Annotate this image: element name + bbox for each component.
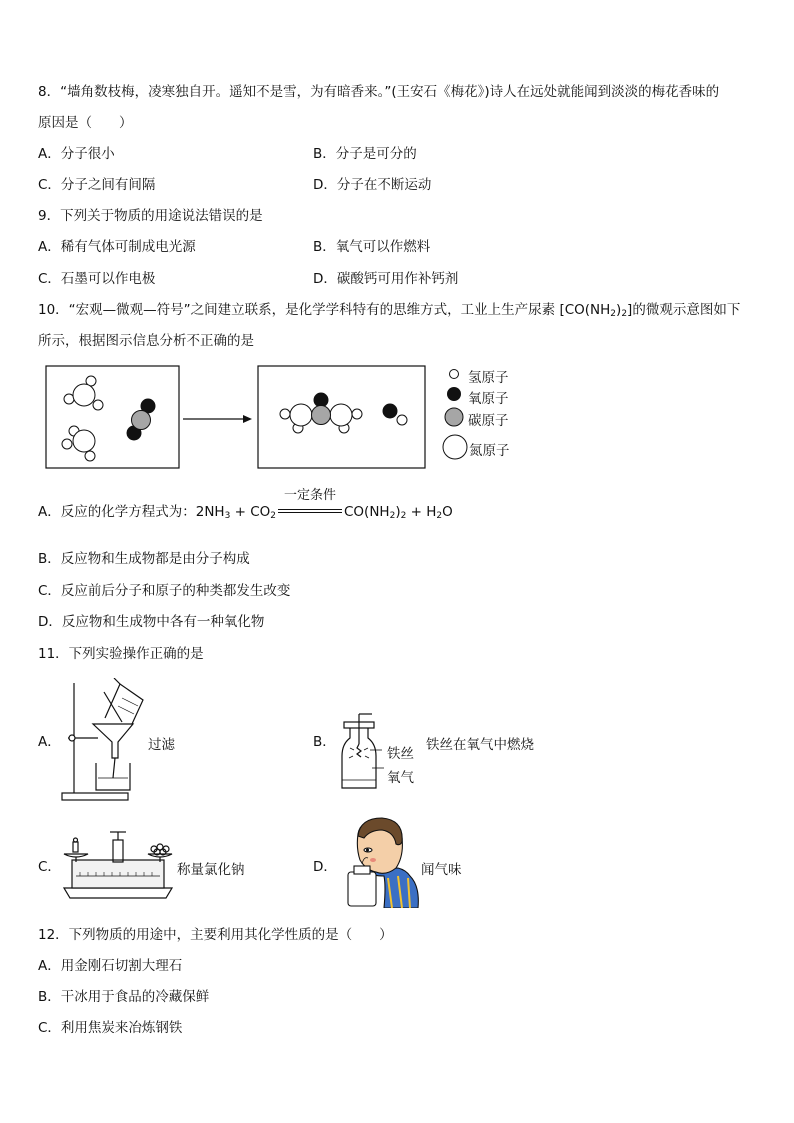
q11-option-c-letter: C． — [38, 859, 61, 875]
urea-molecule — [280, 393, 362, 433]
sub-two: 2 — [270, 511, 276, 521]
legend-oxygen-label: 氧原子 — [468, 391, 509, 407]
q11-option-c-caption: 称量氯化钠 — [177, 862, 245, 878]
q9-option-d: D．碳酸钙可用作补钙剂 — [313, 271, 459, 287]
q11-option-a-caption: 过滤 — [148, 737, 175, 753]
q11-option-d-letter: D． — [313, 859, 337, 875]
q11-option-b-letter: B． — [313, 734, 336, 750]
filtration-apparatus — [58, 678, 148, 803]
sub-two: 2 — [436, 511, 443, 521]
urea-close: ) — [395, 504, 401, 520]
q10-option-c: C．反应前后分子和原子的种类都发生改变 — [38, 583, 291, 599]
legend-hydrogen-label: 氢原子 — [468, 370, 509, 386]
urea-formula: CO(NH — [344, 504, 390, 520]
q10-stem-part-c: ]的微观示意图如下 — [627, 302, 741, 318]
ammonia-molecule — [62, 426, 95, 461]
ammonia-molecule — [64, 376, 103, 410]
q11-option-d-caption: 闻气味 — [421, 862, 462, 878]
label-iron-wire: 铁丝 — [387, 746, 414, 762]
water-h: + H — [406, 504, 437, 520]
q9-option-b: B．氧气可以作燃料 — [313, 239, 431, 255]
q10-stem-line1 — [38, 301, 740, 323]
q8-option-a: A．分子很小 — [38, 146, 115, 162]
q11-stem: 11．下列实验操作正确的是 — [38, 646, 204, 662]
reaction-diagram — [40, 362, 520, 474]
equation-co: + CO — [230, 504, 271, 520]
q10-option-a — [38, 488, 453, 525]
smelling-illustration — [340, 816, 420, 908]
balance-scale — [60, 826, 176, 902]
legend-hydrogen-symbol — [450, 370, 459, 379]
q10-stem-part-b: ) — [616, 302, 622, 318]
equation-prefix: A．反应的化学方程式为：2NH — [38, 504, 225, 520]
water-o: O — [442, 504, 453, 520]
sub-three: 3 — [224, 511, 231, 521]
equation-equal-sign — [278, 509, 342, 513]
q10-option-b: B．反应物和生成物都是由分子构成 — [38, 551, 250, 567]
water-molecule — [383, 404, 407, 425]
legend-nitrogen-label: 氮原子 — [469, 443, 510, 459]
q9-stem: 9．下列关于物质的用途说法错误的是 — [38, 208, 263, 224]
q10-stem-line2: 所示，根据图示信息分析不正确的是 — [38, 333, 254, 349]
equation-condition: 一定条件 — [283, 488, 336, 503]
q12-stem: 12．下列物质的用途中，主要利用其化学性质的是（ ） — [38, 927, 393, 943]
q12-option-b: B．干冰用于食品的冷藏保鲜 — [38, 989, 210, 1005]
q11-option-a-letter: A． — [38, 734, 61, 750]
q8-option-c: C．分子之间有间隔 — [38, 177, 156, 193]
label-oxygen: 氧气 — [387, 770, 414, 786]
carbon-dioxide-molecule — [127, 399, 155, 440]
reactant-box — [46, 366, 179, 468]
legend-nitrogen-symbol — [443, 435, 467, 459]
q9-option-a: A．稀有气体可制成电光源 — [38, 239, 196, 255]
q10-stem-part-a: 10．“宏观—微观—符号”之间建立联系，是化学学科特有的思维方式，工业上生产尿素 [CO(NH — [38, 302, 611, 318]
arrow-head — [243, 415, 252, 423]
sub-two: 2 — [389, 511, 396, 521]
q12-option-c: C．利用焦炭来冶炼钢铁 — [38, 1020, 183, 1036]
q10-stem-sub-outer: 2 — [621, 309, 628, 319]
q11-option-b-caption: 铁丝在氧气中燃烧 — [426, 737, 534, 753]
q10-option-d: D．反应物和生成物中各有一种氧化物 — [38, 614, 265, 630]
q8-option-d: D．分子在不断运动 — [313, 177, 432, 193]
q8-option-b: B．分子是可分的 — [313, 146, 417, 162]
equation-products — [344, 504, 453, 520]
equation-reactants — [38, 504, 276, 520]
legend-carbon-label: 碳原子 — [468, 413, 509, 429]
q9-option-c: C．石墨可以作电极 — [38, 271, 156, 287]
q10-stem-sub: 2 — [610, 309, 617, 319]
legend-carbon-symbol — [445, 408, 463, 426]
q12-option-a: A．用金刚石切割大理石 — [38, 958, 183, 974]
legend-oxygen-symbol — [447, 387, 461, 401]
iron-burning-apparatus — [338, 712, 428, 794]
q8-stem-line2: 原因是（ ） — [38, 115, 133, 131]
sub-two: 2 — [400, 511, 407, 521]
equation-condition-bar — [276, 488, 344, 521]
q8-stem-line1: 8．“墙角数枝梅，凌寒独自开。遥知不是雪，为有暗香来。”(王安石《梅花》)诗人在远处就能闻到淡淡的梅花香味的 — [38, 84, 720, 100]
